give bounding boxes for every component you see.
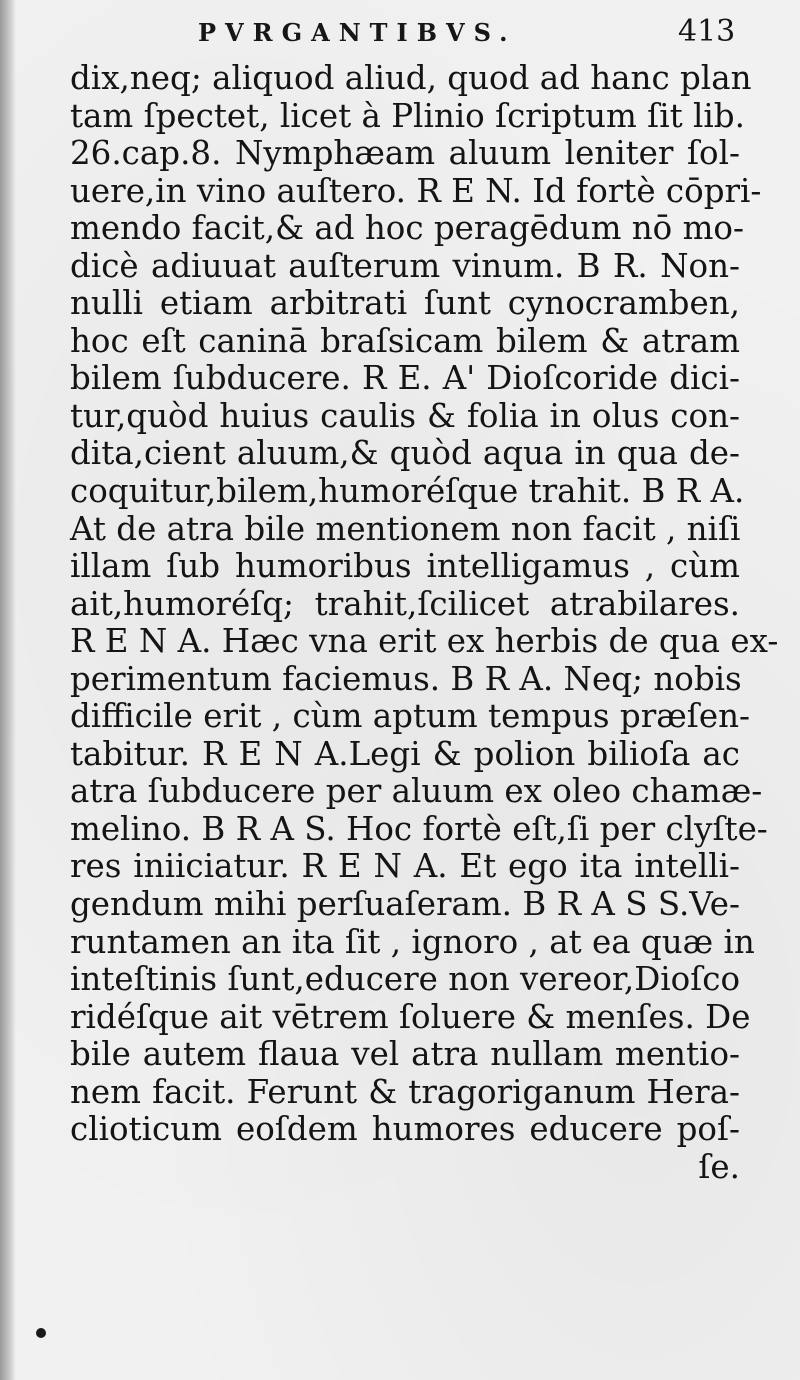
text-line: mendo facit,& ad hoc peragēdum nō mo-: [70, 209, 744, 248]
text-line: ait,humoréſq; trahit,ſcilicet atrabilares.: [70, 584, 740, 623]
text-line: nem facit. Ferunt & tragoriganum Hera-: [70, 1072, 740, 1111]
text-line: melino. B R A S. Hoc fortè eſt,ſi per clyſte-: [70, 809, 768, 848]
text-line: inteſtinis ſunt,educere non vereor,Dioſco: [70, 960, 741, 999]
text-line: res iniiciatur. R E N A. Et ego ita intelli-: [70, 847, 740, 886]
text-line: 26.cap.8. Nymphæam aluum leniter ſol-: [70, 134, 740, 173]
text-line: bile autem flaua vel atra nullam mentio-: [70, 1035, 740, 1074]
text-line: tabitur. R E N A.Legi & polion bilioſa ac: [70, 734, 740, 773]
text-line: ridéſque ait vētrem ſoluere & menſes. De: [70, 997, 751, 1036]
running-head: PVRGANTIBVS.: [198, 18, 517, 47]
text-line: uere,in vino auſtero. R E N. Id fortè cōpri-: [70, 171, 762, 210]
text-line: perimentum faciemus. B R A. Neq; nobis: [70, 659, 742, 698]
text-line: At de atra bile mentionem non facit , niſi: [70, 509, 741, 548]
text-line: hoc eſt caninā braſsicam bilem & atram: [70, 321, 740, 360]
gutter-shadow: [0, 0, 16, 1380]
text-line: dita,cient aluum,& quòd aqua in qua de-: [70, 434, 740, 473]
text-line: nulli etiam arbitrati ſunt cynocramben,: [70, 284, 740, 323]
text-line: clioticum eoſdem humores educere poſ-: [70, 1110, 740, 1149]
page-number: 413: [678, 14, 736, 49]
text-line: gendum mihi perſuaſeram. B R A S S.Ve-: [70, 885, 740, 924]
text-line: tam ſpectet, licet à Plinio ſcriptum ſit lib.: [70, 96, 745, 135]
text-line: dicè adiuuat auſterum vinum. B R. Non-: [70, 246, 740, 285]
ink-blot: [36, 1328, 46, 1338]
text-line: tur,quòd huius caulis & folia in olus con-: [70, 396, 740, 435]
text-line: illam ſub humoribus intelligamus , cùm: [70, 547, 740, 586]
text-line: bilem ſubducere. R E. A' Dioſcoride dici-: [70, 359, 740, 398]
text-line: dix,neq; aliquod aliud, quod ad hanc plan: [70, 59, 752, 97]
text-line: atra ſubducere per aluum ex oleo chamæ-: [70, 772, 763, 811]
text-line: difficile erit , cùm aptum tempus præſen-: [70, 697, 750, 736]
text-line-last: ſe.: [698, 1147, 740, 1186]
text-line: coquitur,bilem,humoréſque trahit. B R A.: [70, 472, 745, 511]
body-text: [70, 59, 779, 1186]
text-line: R E N A. Hæc vna erit ex herbis de qua ex-: [70, 622, 779, 661]
text-line: runtamen an ita ſit , ignoro , at ea quæ in: [70, 922, 755, 961]
